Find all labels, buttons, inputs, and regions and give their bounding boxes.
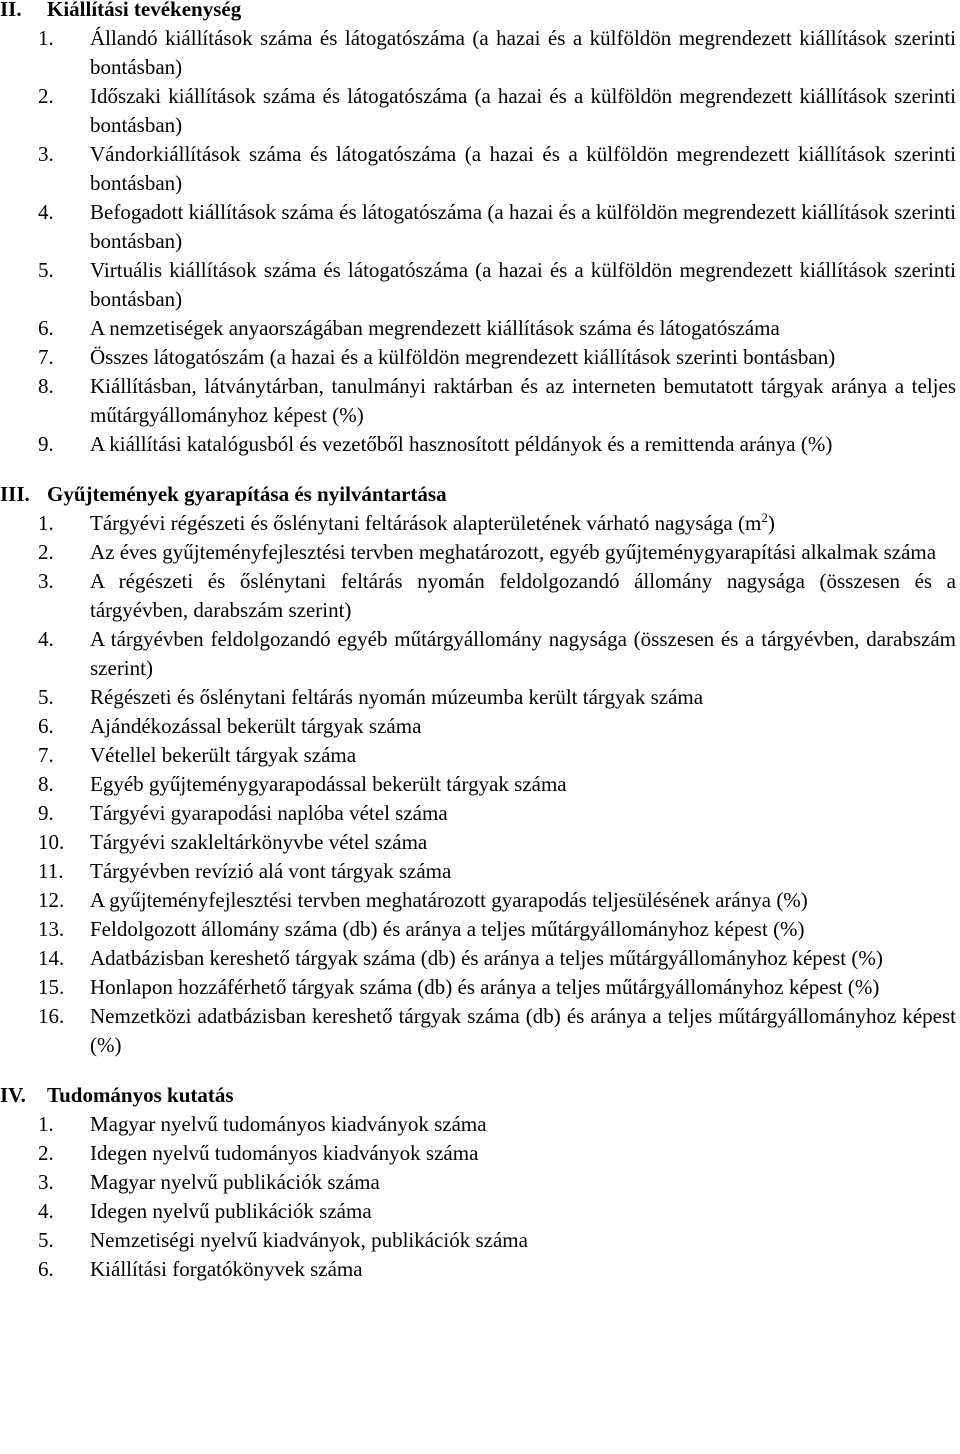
list-item-text bbox=[90, 198, 956, 256]
list-item-label: Tárgyévi régészeti és őslénytani feltárások alapterületének várható nagysága (m bbox=[90, 511, 762, 535]
list-item bbox=[0, 82, 960, 140]
list-item-number: 1. bbox=[38, 26, 54, 50]
closing-paren: ) bbox=[767, 511, 775, 535]
list-item bbox=[0, 741, 960, 770]
list-item-label: Idegen nyelvű tudományos kiadványok száma bbox=[90, 1141, 479, 1165]
list-item-number: 9. bbox=[38, 432, 54, 456]
list-item-number: 2. bbox=[38, 84, 54, 108]
list-item bbox=[0, 1255, 960, 1284]
list-item-number: 13. bbox=[38, 917, 65, 941]
list-item-number: 15. bbox=[38, 975, 65, 999]
list-item-text bbox=[90, 683, 956, 712]
section-title: Gyűjtemények gyarapítása és nyilvántartása bbox=[47, 482, 447, 506]
list-item-text bbox=[90, 857, 956, 886]
list-item-label: A tárgyévben feldolgozandó egyéb műtárgyállomány nagysága (összesen és a tárgyévben, darabszám szerint) bbox=[90, 627, 956, 680]
section-title: Tudományos kutatás bbox=[47, 1083, 234, 1107]
list-item-text bbox=[90, 799, 956, 828]
list-item-text bbox=[90, 944, 956, 973]
list-item-text bbox=[90, 1255, 956, 1284]
list-item-label: Összes látogatószám (a hazai és a külföldön megrendezett kiállítások szerinti bontásban) bbox=[90, 345, 836, 369]
list-item bbox=[0, 24, 960, 82]
list-item-number: 4. bbox=[38, 1199, 54, 1223]
list-item-text bbox=[90, 973, 956, 1002]
list-item-number: 3. bbox=[38, 1170, 54, 1194]
list-item-label: Idegen nyelvű publikációk száma bbox=[90, 1199, 372, 1223]
list-item-label: Állandó kiállítások száma és látogatószáma (a hazai és a külföldön megrendezett kiállítások szerinti bontásban) bbox=[90, 26, 956, 79]
list-item-label: Ajándékozással bekerült tárgyak száma bbox=[90, 714, 422, 738]
list-item bbox=[0, 140, 960, 198]
list-item-label: Vándorkiállítások száma és látogatószáma (a hazai és a külföldön megrendezett kiállítások szerinti bontásban) bbox=[90, 142, 956, 195]
list-item-number: 1. bbox=[38, 511, 54, 535]
list-item-number: 8. bbox=[38, 374, 54, 398]
list-item-label: Nemzetiségi nyelvű kiadványok, publikációk száma bbox=[90, 1228, 528, 1252]
list-item bbox=[0, 1168, 960, 1197]
list-item bbox=[0, 770, 960, 799]
list-item bbox=[0, 314, 960, 343]
list-item-text bbox=[90, 82, 956, 140]
list-item-text bbox=[90, 625, 956, 683]
list-item bbox=[0, 1226, 960, 1255]
list-item-label: Adatbázisban kereshető tárgyak száma (db) és aránya a teljes műtárgyállományhoz képest (%) bbox=[90, 946, 883, 970]
list-item-text bbox=[90, 343, 956, 372]
list-item-label: Tárgyévi gyarapodási naplóba vétel száma bbox=[90, 801, 448, 825]
list-item bbox=[0, 1139, 960, 1168]
list-item-number: 4. bbox=[38, 627, 54, 651]
list-item-text bbox=[90, 1226, 956, 1255]
list-item-label: A kiállítási katalógusból és vezetőből hasznosított példányok és a remittenda aránya (%) bbox=[90, 432, 833, 456]
list-item-number: 3. bbox=[38, 142, 54, 166]
list-item-text bbox=[90, 256, 956, 314]
list-item-text bbox=[90, 828, 956, 857]
list-item-text bbox=[90, 538, 956, 567]
list-item bbox=[0, 343, 960, 372]
list-item-number: 2. bbox=[38, 540, 54, 564]
list-item-text bbox=[90, 770, 956, 799]
list-item-text bbox=[90, 430, 956, 459]
section-heading bbox=[0, 0, 960, 24]
list-item-text bbox=[90, 915, 956, 944]
list-item-number: 5. bbox=[38, 685, 54, 709]
list-item bbox=[0, 1002, 960, 1060]
list-item bbox=[0, 712, 960, 741]
list-item-text bbox=[90, 372, 956, 430]
list-item-text bbox=[90, 567, 956, 625]
list-item-number: 6. bbox=[38, 714, 54, 738]
list-item-number: 6. bbox=[38, 316, 54, 340]
list-item-number: 3. bbox=[38, 569, 54, 593]
section-number: IV. bbox=[0, 1083, 26, 1107]
list-item-number: 4. bbox=[38, 200, 54, 224]
list-item bbox=[0, 828, 960, 857]
list-item-label: Magyar nyelvű publikációk száma bbox=[90, 1170, 380, 1194]
list-item-label: Magyar nyelvű tudományos kiadványok száma bbox=[90, 1112, 487, 1136]
list-item-text bbox=[90, 1139, 956, 1168]
list-item-text bbox=[90, 886, 956, 915]
list-item-text bbox=[90, 1002, 956, 1060]
section-3 bbox=[0, 480, 960, 1060]
list-item-number: 7. bbox=[38, 743, 54, 767]
list-item-text bbox=[90, 314, 956, 343]
section-heading bbox=[0, 480, 960, 509]
list-item bbox=[0, 973, 960, 1002]
list-item-label: Befogadott kiállítások száma és látogatószáma (a hazai és a külföldön megrendezett kiállítások szerinti bontásban) bbox=[90, 200, 956, 253]
list-item bbox=[0, 799, 960, 828]
list-item bbox=[0, 430, 960, 459]
list-item bbox=[0, 915, 960, 944]
list-item-label: Kiállításban, látványtárban, tanulmányi raktárban és az interneten bemutatott tárgyak aránya a teljes műtárgyállományhoz képest (%) bbox=[90, 374, 956, 427]
list-item bbox=[0, 198, 960, 256]
list-item-number: 11. bbox=[38, 859, 64, 883]
list-item-label: Honlapon hozzáférhető tárgyak száma (db) és aránya a teljes műtárgyállományhoz képest (%) bbox=[90, 975, 880, 999]
list-item-text bbox=[90, 24, 956, 82]
list-item-label: Régészeti és őslénytani feltárás nyomán múzeumba került tárgyak száma bbox=[90, 685, 704, 709]
list-item-number: 7. bbox=[38, 345, 54, 369]
list-item-label: Tárgyévben revízió alá vont tárgyak száma bbox=[90, 859, 452, 883]
list-item-number: 5. bbox=[38, 1228, 54, 1252]
section-4 bbox=[0, 1081, 960, 1284]
list-item-label: Feldolgozott állomány száma (db) és aránya a teljes műtárgyállományhoz képest (%) bbox=[90, 917, 805, 941]
list-item bbox=[0, 683, 960, 712]
list-item bbox=[0, 1110, 960, 1139]
list-item-label: Kiállítási forgatókönyvek száma bbox=[90, 1257, 363, 1281]
list-item-number: 10. bbox=[38, 830, 65, 854]
list-item-text bbox=[90, 140, 956, 198]
list-item-number: 5. bbox=[38, 258, 54, 282]
list-item-label: A nemzetiségek anyaországában megrendezett kiállítások száma és látogatószáma bbox=[90, 316, 780, 340]
list-item bbox=[0, 509, 960, 538]
list-item bbox=[0, 372, 960, 430]
list-item bbox=[0, 538, 960, 567]
section-heading bbox=[0, 1081, 960, 1110]
list-item-text bbox=[90, 1197, 956, 1226]
list-item-number: 16. bbox=[38, 1004, 65, 1028]
list-item-label: Nemzetközi adatbázisban kereshető tárgyak száma (db) és aránya a teljes műtárgyállományhoz képest (%) bbox=[90, 1004, 956, 1057]
list-item-text bbox=[90, 509, 956, 538]
list-item-number: 12. bbox=[38, 888, 65, 912]
list-item bbox=[0, 944, 960, 973]
list-item bbox=[0, 256, 960, 314]
list-item-number: 1. bbox=[38, 1112, 54, 1136]
section-number: II. bbox=[0, 0, 22, 21]
list-item-label: Időszaki kiállítások száma és látogatószáma (a hazai és a külföldön megrendezett kiállítások szerinti bontásban) bbox=[90, 84, 956, 137]
list-item-text bbox=[90, 1168, 956, 1197]
list-item-label: Egyéb gyűjteménygyarapodással bekerült tárgyak száma bbox=[90, 772, 567, 796]
list-item-number: 8. bbox=[38, 772, 54, 796]
list-item-text bbox=[90, 712, 956, 741]
list-item-number: 9. bbox=[38, 801, 54, 825]
list-item-number: 6. bbox=[38, 1257, 54, 1281]
list-item bbox=[0, 625, 960, 683]
list-item-label: A gyűjteményfejlesztési tervben meghatározott gyarapodás teljesülésének aránya (%) bbox=[90, 888, 808, 912]
list-item-number: 14. bbox=[38, 946, 65, 970]
list-item-label: Tárgyévi szakleltárkönyvbe vétel száma bbox=[90, 830, 428, 854]
list-item-text bbox=[90, 1110, 956, 1139]
section-2 bbox=[0, 0, 960, 459]
list-item bbox=[0, 857, 960, 886]
list-item-number: 2. bbox=[38, 1141, 54, 1165]
list-item bbox=[0, 567, 960, 625]
list-item-text bbox=[90, 741, 956, 770]
list-item-label: Az éves gyűjteményfejlesztési tervben meghatározott, egyéb gyűjteménygyarapítási alkalmak száma bbox=[90, 540, 937, 564]
superscript-exponent: 2 bbox=[761, 510, 768, 525]
list-item bbox=[0, 886, 960, 915]
section-title: Kiállítási tevékenység bbox=[47, 0, 242, 21]
list-item-label: Vétellel bekerült tárgyak száma bbox=[90, 743, 357, 767]
section-number: III. bbox=[0, 482, 30, 506]
list-item-label: Virtuális kiállítások száma és látogatószáma (a hazai és a külföldön megrendezett kiállítások szerinti bontásban) bbox=[90, 258, 956, 311]
list-item bbox=[0, 1197, 960, 1226]
list-item-label: A régészeti és őslénytani feltárás nyomán feldolgozandó állomány nagysága (összesen és a tárgyévben, darabszám szerint) bbox=[90, 569, 956, 622]
